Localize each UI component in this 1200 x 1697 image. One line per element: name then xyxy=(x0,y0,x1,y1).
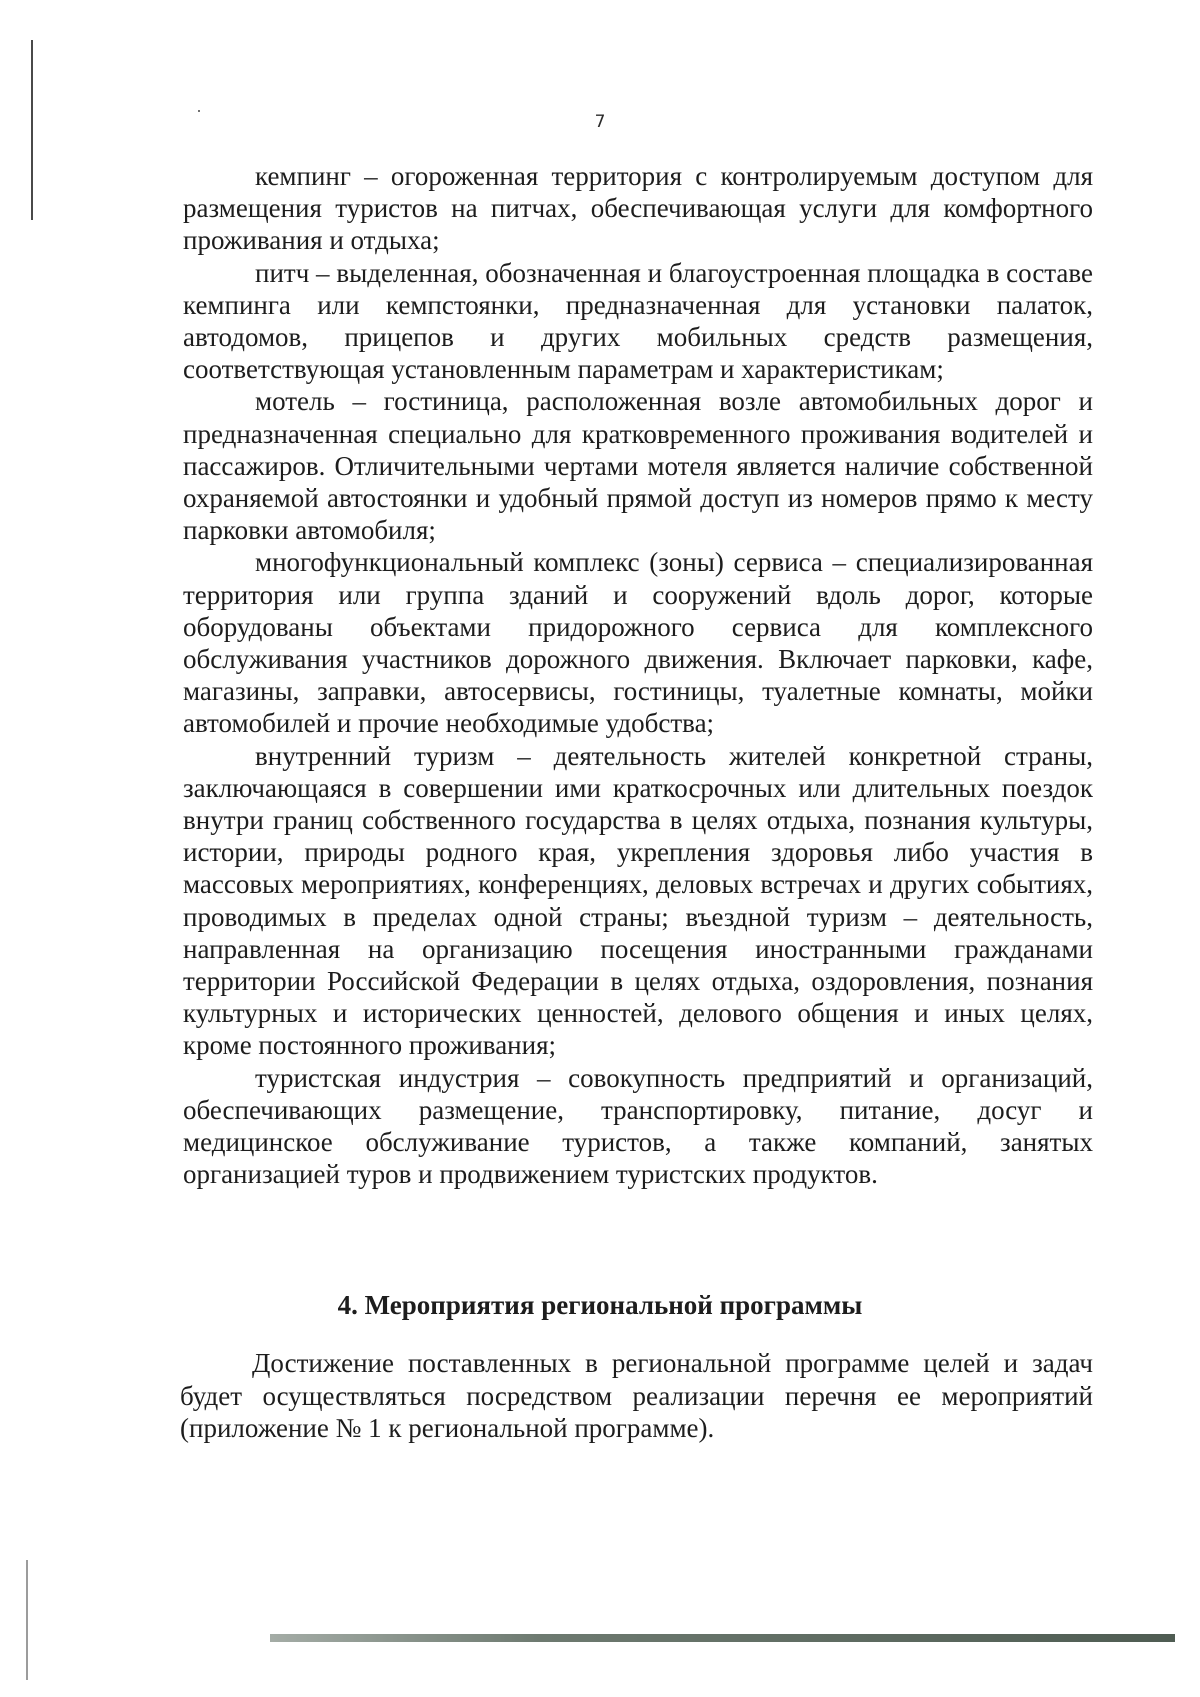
scan-bottom-edge xyxy=(270,1634,1175,1642)
section-paragraph: Достижение поставленных в региональной программе целей и задач будет осуществляться посредством реализации перечня ее мероприятий (приложение № 1 к региональной программе). xyxy=(180,1348,1093,1443)
scan-edge-mark xyxy=(26,1560,28,1680)
definition-pitch: питч – выделенная, обозначенная и благоустроенная площадка в составе кемпинга или кемпстоянки, предназначенная для установки палаток, автодомов, прицепов и других мобильных средств размещения, соответствующая установленным параметрам и характеристикам; xyxy=(183,257,1093,385)
definitions-block xyxy=(183,160,1093,1191)
page-number: 7 xyxy=(594,112,606,132)
definition-domestic-tourism: внутренний туризм – деятельность жителей конкретной страны, заключающаяся в совершении ими краткосрочных или длительных поездок внутри границ собственного государства в целях отдыха, познания культуры, истории, природы родного края, укрепления здоровья либо участия в массовых мероприятиях, конференциях, деловых встречах и других событиях, проводимых в пределах одной страны; въездной туризм – деятельность, направленная на организацию посещения иностранными гражданами территории Российской Федерации в целях отдыха, оздоровления, познания культурных и исторических ценностей, делового общения и иных целях, кроме постоянного проживания; xyxy=(183,740,1093,1061)
section-body xyxy=(180,1347,1093,1445)
definition-service-complex: многофункциональный комплекс (зоны) сервиса – специализированная территория или группа зданий и сооружений вдоль дорог, которые оборудованы объектами придорожного сервиса для комплексного обслуживания участников дорожного движения. Включает парковки, кафе, магазины, заправки, автосервисы, гостиницы, туалетные комнаты, мойки автомобилей и прочие необходимые удобства; xyxy=(183,547,1093,739)
definition-tourism-industry: туристская индустрия – совокупность предприятий и организаций, обеспечивающих размещение, транспортировку, питание, досуг и медицинское обслуживание туристов, а также компаний, занятых организацией туров и продвижением туристских продуктов. xyxy=(183,1062,1093,1190)
definition-camping: кемпинг – огороженная территория с контролируемым доступом для размещения туристов на питчах, обеспечивающая услуги для комфортного проживания и отдыха; xyxy=(183,161,1093,256)
section-heading: 4. Мероприятия региональной программы xyxy=(337,1290,863,1320)
definition-motel: мотель – гостиница, расположенная возле автомобильных дорог и предназначенная специально для кратковременного проживания водителей и пассажиров. Отличительными чертами мотеля является наличие собственной охраняемой автостоянки и удобный прямой доступ из номеров прямо к месту парковки автомобиля; xyxy=(183,386,1093,546)
